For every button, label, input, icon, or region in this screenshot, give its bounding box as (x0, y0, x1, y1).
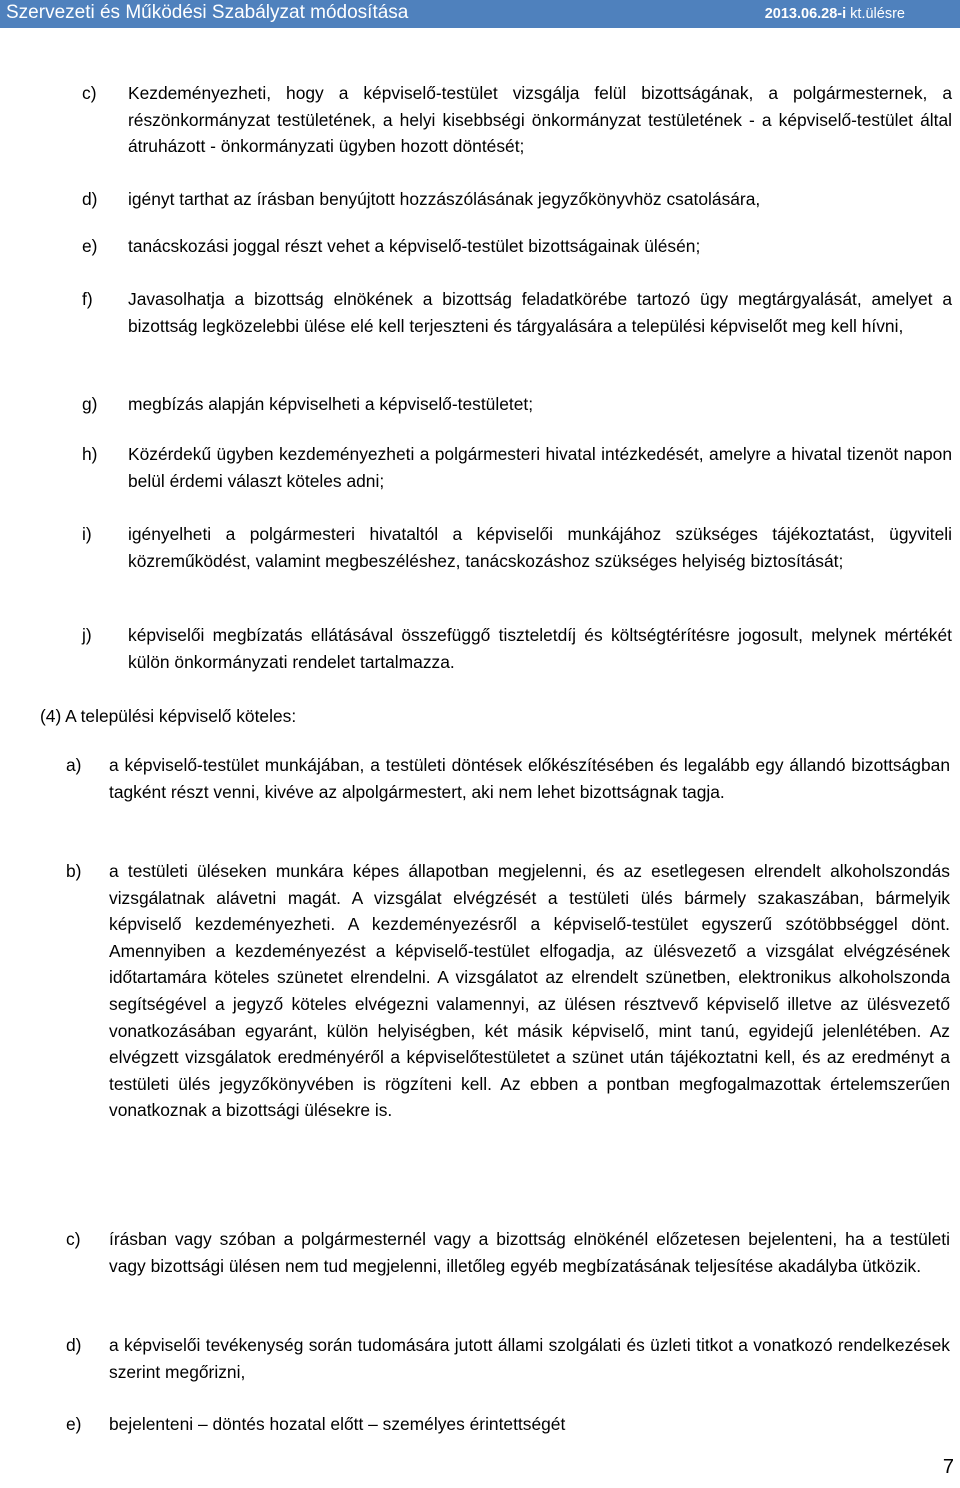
list-item-label: g) (82, 394, 98, 414)
meeting-date-bold: 2013.06.28-i (764, 6, 847, 22)
list-item-text: tanácskozási joggal részt vehet a képviselő-testület bizottságainak ülésén; (128, 236, 701, 256)
list-item-text: Kezdeményezheti, hogy a képviselő-testület vizsgálja felül bizottságának, a polgármesternek, a részönkormányzat testületének, a helyi kisebbségi önkormányzat testületének - a képviselő-testület által átruházott - önkormányzati ügyben hozott döntését; (128, 83, 952, 157)
section-heading: (4) A települési képviselő köteles: (40, 706, 297, 726)
list-item-label: a) (66, 755, 82, 775)
document-title: Szervezeti és Működési Szabályzat módosítása (6, 2, 409, 23)
list-item-label: b) (66, 861, 82, 881)
list-item-text: képviselői megbízatás ellátásával összefüggő tiszteletdíj és költségtérítésre jogosult, melynek mértékét külön önkormányzati rendelet tartalmazza. (128, 625, 952, 672)
list-item-label: h) (82, 444, 98, 464)
list-item-text: Javasolhatja a bizottság elnökének a bizottság feladatkörébe tartozó ügy megtárgyalását, amelyet a bizottság legközelebbi ülése elé kell terjeszteni és tárgyalására a települési képviselőt meg kell hívni, (128, 289, 952, 336)
list-item-label: j) (82, 625, 92, 645)
list-item-text: írásban vagy szóban a polgármesternél vagy a bizottság elnökénél előzetesen bejelenteni, ha a testületi vagy bizottsági ülésen nem tud megjelenni, illetőleg egyéb megbízatásának teljesítése akadályba ütközik. (109, 1229, 950, 1276)
meeting-date-suffix: kt.ülésre (846, 6, 905, 22)
list-item-label: c) (82, 83, 97, 103)
list-item-text: Közérdekű ügyben kezdeményezheti a polgármesteri hivatal intézkedését, amelyre a hivatal tizenöt napon belül érdemi választ köteles adni; (128, 444, 952, 491)
list-item-label: d) (66, 1335, 82, 1355)
list-item-text: megbízás alapján képviselheti a képviselő-testületet; (128, 394, 534, 414)
list-item-label: c) (66, 1229, 81, 1249)
list-item-text: a képviselői tevékenység során tudomására jutott állami szolgálati és üzleti titkot a vonatkozó rendelkezések szerint megőrizni, (109, 1335, 950, 1382)
list-item-label: e) (66, 1414, 82, 1434)
list-item-text: a képviselő-testület munkájában, a testületi döntések előkészítésében és legalább egy állandó bizottságban tagként részt venni, kivéve az alpolgármestert, aki nem lehet bizottságnak tagja. (109, 755, 950, 802)
list-item-label: e) (82, 236, 98, 256)
list-item-label: d) (82, 189, 98, 209)
list-item-label: f) (82, 289, 93, 309)
list-item-label: i) (82, 524, 92, 544)
page-number: 7 (942, 1456, 954, 1478)
list-item-text: igényelheti a polgármesteri hivataltól a képviselői munkájához szükséges tájékoztatást, ügyviteli közreműködést, valamint megbeszéléshez, tanácskozáshoz szükséges helyiség biztosítását; (128, 524, 952, 571)
list-item-text: igényt tarthat az írásban benyújtott hozzászólásának jegyzőkönyvhöz csatolására, (128, 189, 761, 209)
list-item-text: bejelenteni – döntés hozatal előtt – személyes érintettségét (109, 1414, 566, 1434)
list-item-text: a testületi üléseken munkára képes állapotban megjelenni, és az esetlegesen elrendelt alkoholszondás vizsgálatnak alávetni magát. A vizsgálat elvégzését a testületi ülés bármely szakaszában, bármelyik képviselő kezdeményezheti. A kezdeményezésről a képviselő-testület egyszerű szótöbbséggel dönt. Amennyiben a kezdeményezést a képviselő-testület elfogadja, az ülésvezető a vizsgálat elvégzésének időtartamára köteles szünetet elrendelni. A vizsgálatot az elrendelt szünetben, elektronikus alkoholszonda segítségével a jegyző köteles elvégezni valamennyi, az ülésen résztvevő képviselő illetve az ülésvezető vonatkozásában egyaránt, külön helyiségben, két másik képviselő, mint tanú, egyidejű jelenlétében. Az elvégzett vizsgálatok eredményéről a képviselőtestületet a szünet után tájékoztatni kell, és az eredményt a testületi ülés jegyzőkönyvében is rögzíteni kell. Az ebben a pontban megfogalmazottak értelemszerűen vonatkoznak a bizottsági ülésekre is. (109, 861, 950, 1121)
